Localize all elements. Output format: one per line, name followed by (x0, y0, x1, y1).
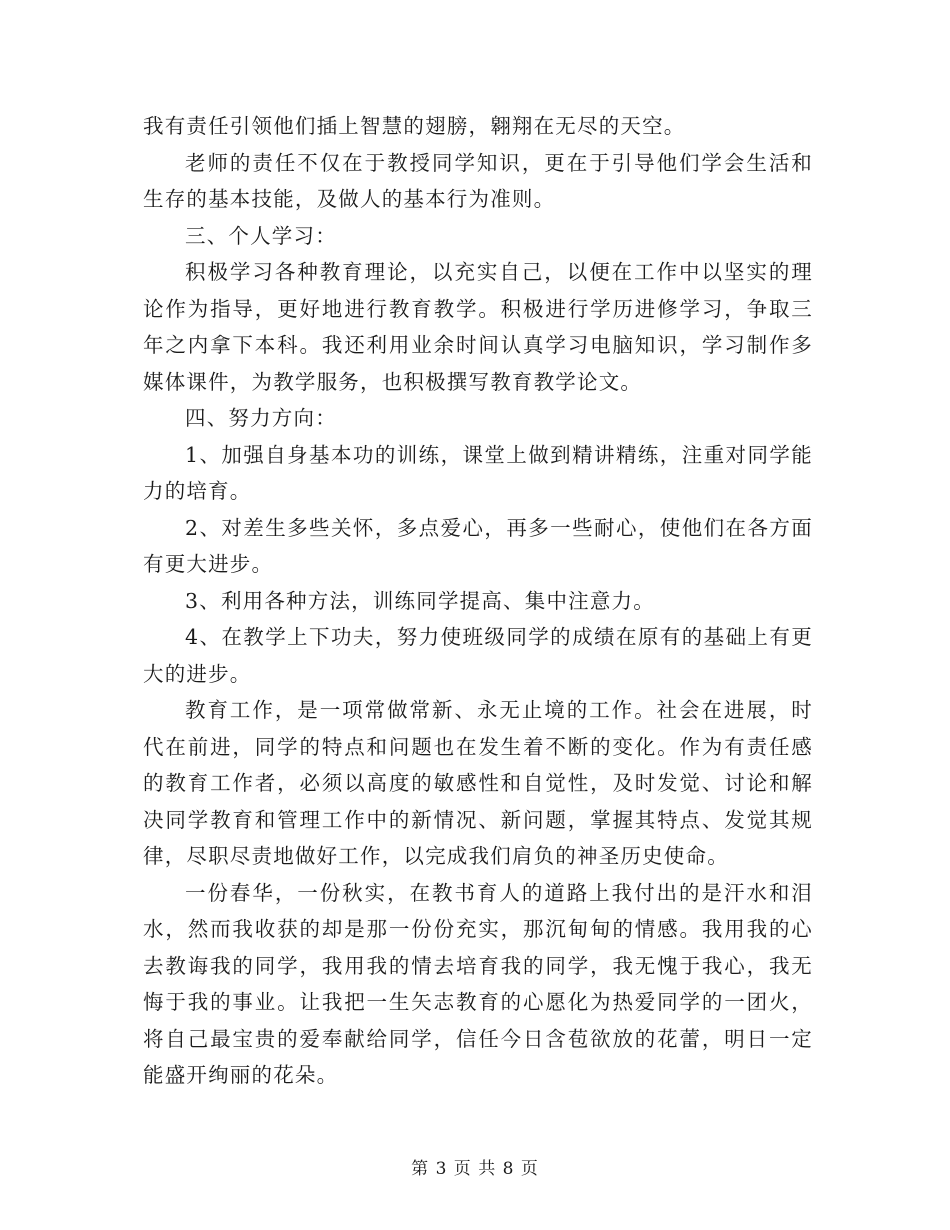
list-item: 1、加强自身基本功的训练，课堂上做到精讲精练，注重对同学能力的培育。 (143, 442, 813, 503)
paragraph: 教育工作，是一项常做常新、永无止境的工作。社会在进展，时代在前进，同学的特点和问题也在发生着不断的变化。作为有责任感的教育工作者，必须以高度的敏感性和自觉性，及时发觉、讨论和解决同学教育和管理工作中的新情况、新问题，掌握其特点、发觉其规律，尽职尽责地做好工作，以完成我们肩负的神圣历史使命。 (143, 698, 813, 868)
page-number-footer: 第 3 页 共 8 页 (411, 1159, 539, 1179)
list-item: 3、利用各种方法，训练同学提高、集中注意力。 (185, 588, 655, 613)
section-heading: 四、努力方向： (185, 406, 337, 430)
list-item: 2、对差生多些关怀，多点爱心，再多一些耐心，使他们在各方面有更大进步。 (143, 515, 813, 576)
document-body (143, 108, 813, 1094)
paragraph: 我有责任引领他们插上智慧的翅膀，翱翔在无尽的天空。 (143, 114, 686, 138)
paragraph: 积极学习各种教育理论，以充实自己，以便在工作中以坚实的理论作为指导，更好地进行教育教学。积极进行学历进修学习，争取三年之内拿下本科。我还利用业余时间认真学习电脑知识，学习制作多媒体课件，为教学服务，也积极撰写教育教学论文。 (143, 260, 813, 394)
paragraph: 老师的责任不仅在于教授同学知识，更在于引导他们学会生活和生存的基本技能，及做人的基本行为准则。 (143, 150, 813, 211)
list-item: 4、在教学上下功夫，努力使班级同学的成绩在原有的基础上有更大的进步。 (143, 625, 813, 686)
paragraph: 一份春华，一份秋实，在教书育人的道路上我付出的是汗水和泪水，然而我收获的却是那一份份充实，那沉甸甸的情感。我用我的心去教诲我的同学，我用我的情去培育我的同学，我无愧于我心，我无悔于我的事业。让我把一生矢志教育的心愿化为热爱同学的一团火，将自己最宝贵的爱奉献给同学，信任今日含苞欲放的花蕾，明日一定能盛开绚丽的花朵。 (143, 880, 813, 1087)
section-heading: 三、个人学习： (185, 223, 337, 248)
